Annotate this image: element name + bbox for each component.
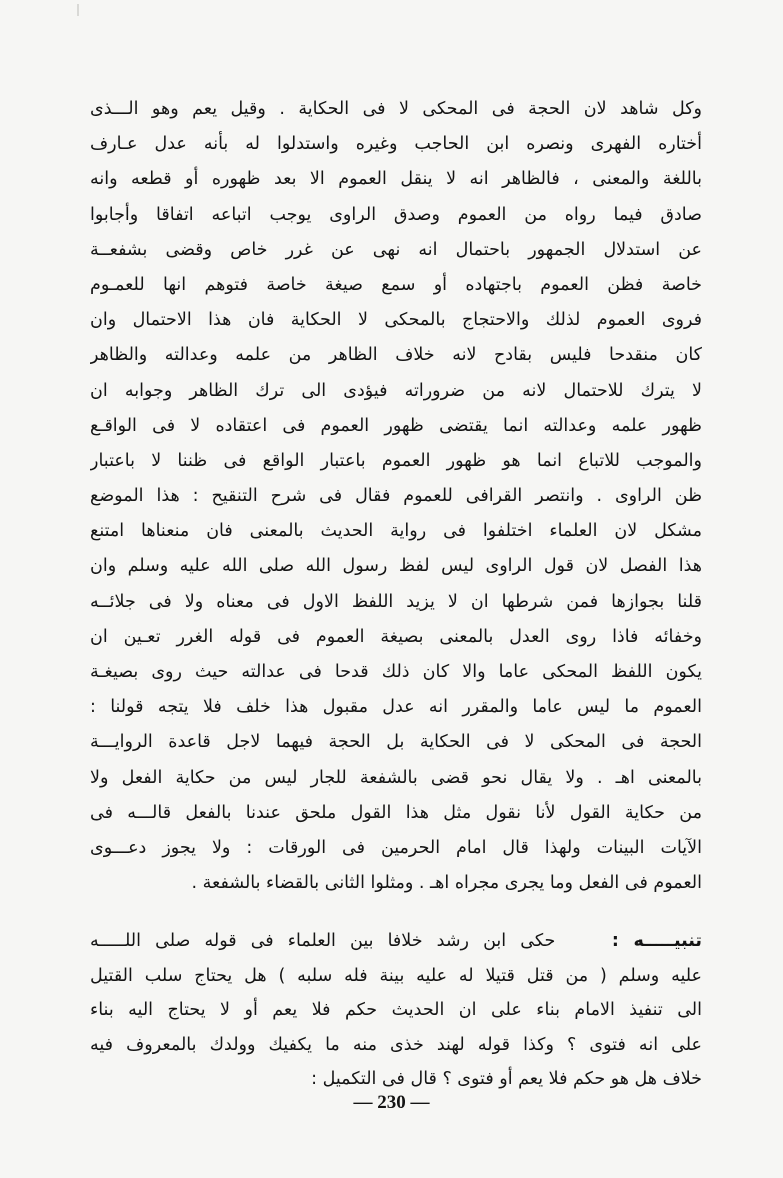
note-line: خلاف هل هو حكم فلا يعم أو فتوى ؟ قال فى التكميل :	[311, 1069, 702, 1089]
text-line: فروى العموم لذلك والاحتجاج بالمحكى لا الحكاية فان هذا الاحتمال وان	[90, 310, 702, 331]
note-first-line	[90, 924, 702, 959]
text-line: العموم فى الفعل وما يجرى مجراه اهـ . ومثلوا الثانى بالقضاء بالشفعة .	[191, 873, 702, 894]
text-line: قلنا بجوازها فمن شرطها ان لا يزيد اللفظ الاول فى معناه ولا فى جلائــه	[90, 591, 702, 612]
text-line: مشكل لان العلماء اختلفوا فى رواية الحديث بالمعنى فان منعناها امتنع	[90, 521, 702, 542]
text-line: وكل شاهد لان الحجة فى المحكى لا فى الحكاية . وقيل يعم وهو الـــذى	[90, 99, 702, 119]
text-line: عن استدلال الجمهور باحتمال انه نهى عن غرر خاص وقضى بشفعــة	[90, 239, 702, 260]
main-text-block	[90, 92, 702, 901]
text-line: باللغة والمعنى ، فالظاهر انه لا ينقل العموم الا بعد ظهوره أو قطعه وانه	[90, 169, 702, 190]
text-line: يكون اللفظ المحكى عاما والا كان ذلك قدحا فى عدالته حيث روى بصيغـة	[90, 662, 702, 682]
note-block	[90, 924, 702, 1097]
note-line: الى تنفيذ الامام بناء على ان الحديث حكم فلا يعم أو لا يحتاج اليه بناء	[90, 1000, 702, 1020]
text-line: ظن الراوى . وانتصر القرافى للعموم فقال فى شرح التنقيح : هذا الموضع	[90, 486, 702, 507]
text-line: بالمعنى اهـ . ولا يقال نحو قضى بالشفعة للجار ليس من حكاية الفعل ولا	[90, 767, 702, 788]
text-line: أختاره الفهرى ونصره ابن الحاجب وغيره واستدلوا له بأنه عدل عـارف	[90, 134, 702, 155]
text-line: والموجب للاتباع انما هو ظهور العموم باعتبار الواقع فى ظننا لا باعتبار	[90, 450, 702, 471]
note-line: عليه وسلم ( من قتل قتيلا له عليه بينة فله سلبه ) هل يحتاج سلب القتيل	[90, 965, 702, 986]
text-line: كان منقدحا فليس بقادح لانه خلاف الظاهر من علمه وعدالته والظاهر	[90, 345, 702, 366]
text-line: الآيات البينات ولهذا قال امام الحرمين فى الورقات : ولا يجوز دعـــوى	[90, 837, 702, 858]
page-number: — 230 —	[353, 1092, 430, 1113]
text-line: الحجة فى المحكى لا فى الحكاية بل الحجة فيهما لاجل قاعدة الروايـــة	[90, 732, 702, 753]
text-line: صادق فيما رواه من العموم وصدق الراوى يوجب اتباعه اتفاقا وأجابوا	[90, 204, 702, 225]
scan-speck	[77, 4, 79, 16]
note-first-text: حكى ابن رشد خلافا بين العلماء فى قوله صلى اللـــــه	[90, 931, 556, 951]
text-line: لا يترك للاحتمال لانه من ضروراته فيؤدى الى ترك الظاهر وجوابه ان	[90, 380, 702, 401]
text-line: وخفائه فاذا روى العدل بالمعنى بصيغة العموم فى قوله الغرر تعـين ان	[90, 626, 702, 647]
text-line: من حكاية القول لأنا نقول مثل هذا القول ملحق عندنا بالفعل قالـــه فى	[90, 802, 702, 823]
text-line: هذا الفصل لان قول الراوى ليس لفظ رسول الله صلى الله عليه وسلم وان	[90, 556, 702, 577]
text-line: العموم ما ليس عاما والمقرر انه عدل مقبول هذا خلف فلا يتجه قولنا :	[90, 697, 702, 718]
note-line: على انه فتوى ؟ وكذا قوله لهند خذى منه ما يكفيك وولدك بالمعروف فيه	[90, 1034, 702, 1055]
text-line: خاصة فظن العموم باجتهاده أو سمع صيغة خاصة فتوهم انها للعمـوم	[90, 274, 702, 295]
note-label: تنبيـــــه :	[611, 931, 702, 951]
text-line: ظهور علمه وعدالته انما يقتضى ظهور العموم فى اعتقاده لا فى الواقـع	[90, 415, 702, 436]
